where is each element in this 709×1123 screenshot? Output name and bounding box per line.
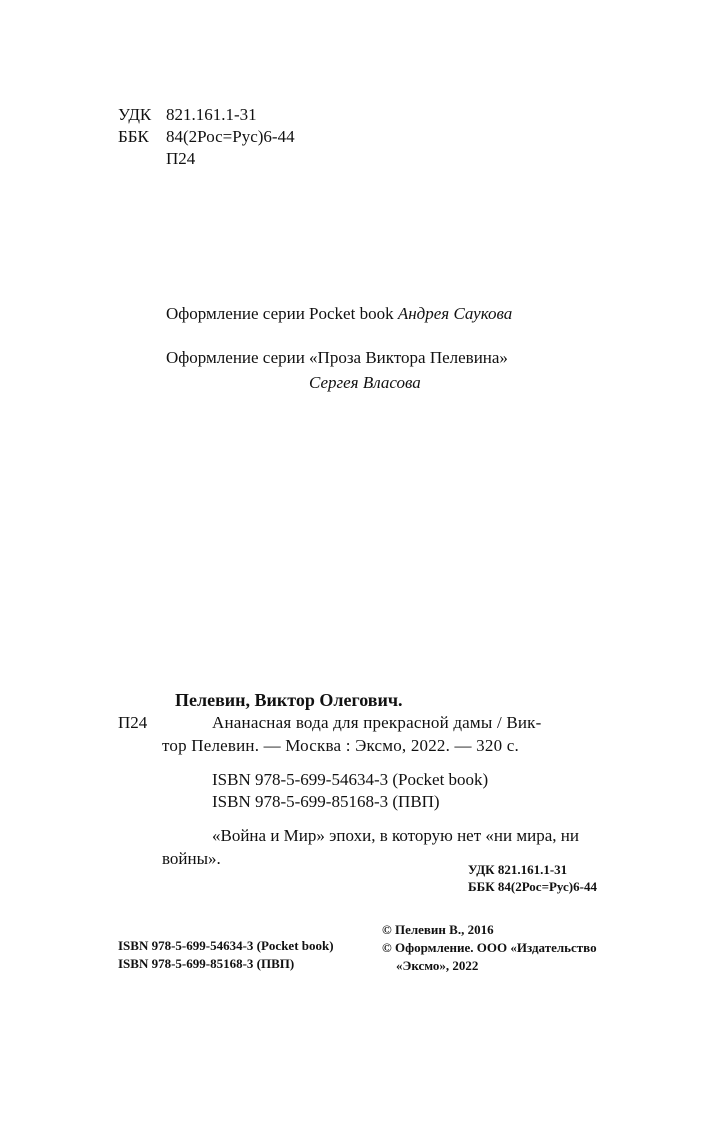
catalog-annotation-line-1: «Война и Мир» эпохи, в которую нет «ни мира, ни [212,826,579,845]
author-mark: П24 [166,149,196,168]
catalog-author: Пелевин, Виктор Олегович. [175,690,403,710]
catalog-title-line-1: Ананасная вода для прекрасной дамы / Вик- [212,713,542,732]
udk-value: 821.161.1-31 [166,105,257,124]
bbk-label: ББК [118,127,149,146]
catalog-isbn-2: ISBN 978-5-699-85168-3 (ПВП) [212,792,440,811]
footer-isbn-1: ISBN 978-5-699-54634-3 (Pocket book) [118,938,334,953]
classification-block [118,104,295,170]
catalog-annotation-line-2: войны». [162,849,221,868]
catalog-isbn-1: ISBN 978-5-699-54634-3 (Pocket book) [212,770,489,789]
udk-label: УДК [118,105,152,124]
bbk-value: 84(2Рос=Рус)6-44 [166,127,295,146]
catalog-title-line-2: тор Пелевин. — Москва : Эксмо, 2022. — 320 с. [162,736,519,755]
catalog-bbk: ББК 84(2Рос=Рус)6-44 [468,879,597,894]
catalog-udk: УДК 821.161.1-31 [468,862,568,877]
footer-copyright-1: © Пелевин В., 2016 [382,922,494,937]
credit-line-2 [166,348,508,368]
credit-1-prefix: Оформление серии Pocket book [166,304,394,323]
footer-copyright-2-line-2: «Эксмо», 2022 [396,958,479,973]
author-mark-row [118,148,295,170]
udk-row [118,104,295,126]
catalog-author-mark: П24 [118,713,148,732]
credit-1-name: Андрея Саукова [397,304,513,323]
footer-isbn-2: ISBN 978-5-699-85168-3 (ПВП) [118,956,295,971]
bbk-row [118,126,295,148]
credit-line-1 [166,304,512,324]
credit-2-name: Сергея Власова [309,373,421,392]
credit-2-prefix: Оформление серии «Проза Виктора Пелевина» [166,348,508,367]
footer-copyright-2-line-1: © Оформление. ООО «Издательство [382,940,597,955]
